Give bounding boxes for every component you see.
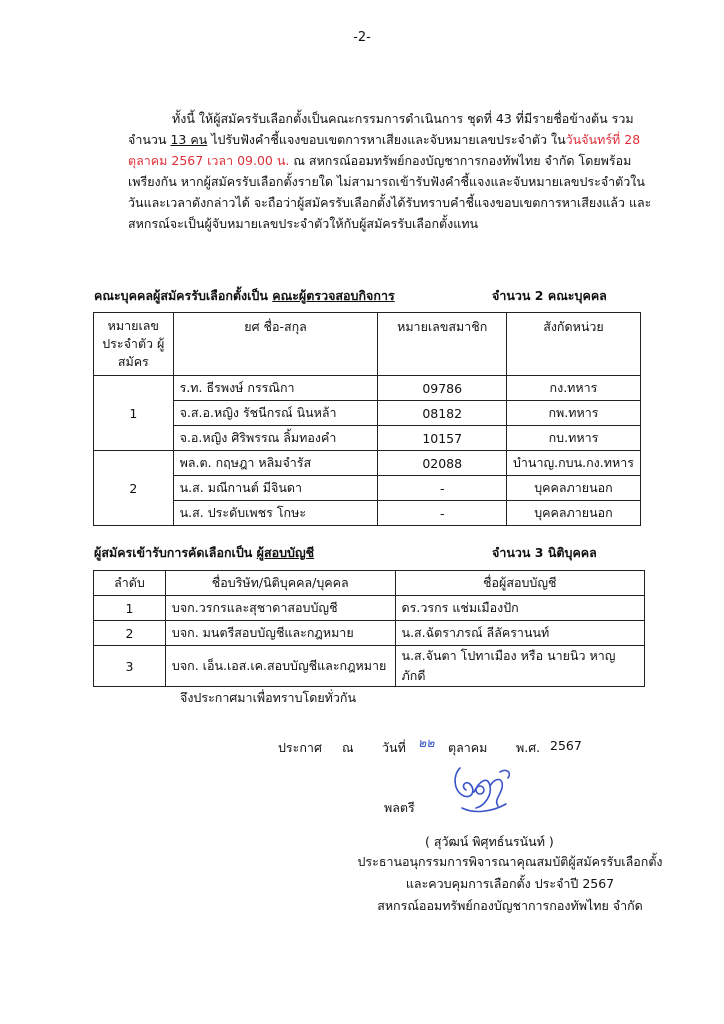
header-name: ยศ ชื่อ-สกุล <box>173 313 378 376</box>
member-number: 10157 <box>378 426 506 451</box>
section2-heading-prefix: ผู้สมัครเข้ารับการคัดเลือกเป็น <box>94 545 257 560</box>
paragraph-text-2: ไปรับฟังคำชี้แจงขอบเขตการหาเสียงและจับหมายเลขประจำตัว ใน <box>207 132 566 147</box>
signatory-title-line: สหกรณ์ออมทรัพย์กองบัญชาการกองทัพไทย จำกัด <box>377 898 643 913</box>
dateline-at: ณ <box>342 740 354 755</box>
member-unit: กพ.ทหาร <box>506 401 640 426</box>
row-order: 3 <box>94 646 166 687</box>
company-name: บจก. เอ็น.เอส.เค.สอบบัญชีและกฎหมาย <box>165 646 395 687</box>
member-unit: กบ.ทหาร <box>506 426 640 451</box>
section2-count: จำนวน 3 นิติบุคคล <box>492 545 597 560</box>
member-unit: กง.ทหาร <box>506 376 640 401</box>
table-row <box>94 501 641 526</box>
table-row <box>94 426 641 451</box>
table-row <box>94 476 641 501</box>
signatory-title-line: ประธานอนุกรรมการพิจารณาคุณสมบัติผู้สมัครรับเลือกตั้ง <box>357 854 663 869</box>
auditor-table <box>93 570 645 687</box>
auditor-name: น.ส.ฉัตราภรณ์ ลีลัครานนท์ <box>395 621 644 646</box>
section1-heading-prefix: คณะบุคคลผู้สมัครรับเลือกตั้งเป็น <box>94 288 273 303</box>
announcement-paragraph <box>128 108 658 234</box>
header-unit: สังกัดหน่วย <box>506 313 640 376</box>
member-number: 09786 <box>378 376 506 401</box>
header-company: ชื่อบริษัท/นิติบุคคล/บุคคล <box>165 571 395 596</box>
member-name: พล.ต. กฤษฎา หลิมจำรัส <box>173 451 378 476</box>
header-member-number: หมายเลขสมาชิก <box>378 313 506 376</box>
dateline-era: พ.ศ. <box>516 740 541 755</box>
member-number: 02088 <box>378 451 506 476</box>
row-order: 1 <box>94 596 166 621</box>
dateline-announced: ประกาศ <box>278 740 322 755</box>
candidate-count: 13 คน <box>170 132 208 147</box>
member-number: - <box>378 501 506 526</box>
dateline-year: 2567 <box>550 738 582 753</box>
member-name: จ.ส.อ.หญิง รัชนีกรณ์ นินหล้า <box>173 401 378 426</box>
table-row <box>94 646 645 687</box>
table-row <box>94 621 645 646</box>
member-name: จ.อ.หญิง ศิริพรรณ ลิ้มทองคำ <box>173 426 378 451</box>
paragraph-text-3: ณ สหกรณ์ออมทรัพย์กองบัญชาการกองทัพไทย จำกัด โดยพร้อมเพรียงกัน หากผู้สมัครรับเลือกตั้งรายใด ไม่สามารถเข้ารับฟังคำชี้แจงและจับหมายเลขประจำตัวในวันและเวลาดังกล่าวได้ จะถือว่าผู้สมัครรับเลือกตั้งได้รับทราบคำชี้แจงขอบเขตการหาเสียงแล้ว และสหกรณ์จะเป็นผู้จับหมายเลขประจำตัวให้กับผู้สมัครรับเลือกตั้งแทน <box>128 153 652 231</box>
section1-count: จำนวน 2 คณะบุคคล <box>492 288 607 303</box>
table-row <box>94 376 641 401</box>
header-candidate-number: หมายเลข ประจำตัว ผู้สมัคร <box>94 313 174 376</box>
closing-notice: จึงประกาศมาเพื่อทราบโดยทั่วกัน <box>180 690 357 705</box>
meeting-date: วันจันทร์ที่ 28 ตุลาคม 2567 เวลา 09.00 น. <box>128 132 641 168</box>
section2-heading <box>94 543 314 563</box>
group-number: 1 <box>94 376 174 451</box>
auditor-name: น.ส.จันตา โปทาเมือง หรือ นายนิว หาญภักดี <box>395 646 644 687</box>
member-name: น.ส. มณีกานต์ มีจินดา <box>173 476 378 501</box>
section1-heading-title: คณะผู้ตรวจสอบกิจการ <box>272 288 395 303</box>
signatory-name: ( สุวัฒน์ พิศุทธ์นรนันท์ ) <box>425 834 554 849</box>
auditor-team-table <box>93 312 641 526</box>
dateline-day: ๒๒ <box>418 735 435 750</box>
member-unit: บุคคลภายนอก <box>506 501 640 526</box>
table-row <box>94 401 641 426</box>
member-name: น.ส. ประดับเพชร โกษะ <box>173 501 378 526</box>
dateline-day-label: วันที่ <box>382 740 406 755</box>
table-row <box>94 451 641 476</box>
member-number: - <box>378 476 506 501</box>
company-name: บจก. มนตรีสอบบัญชีและกฎหมาย <box>165 621 395 646</box>
section2-heading-title: ผู้สอบบัญชี <box>256 545 315 560</box>
member-unit: บำนาญ.กบน.กง.ทหาร <box>506 451 640 476</box>
company-name: บจก.วรกรและสุชาดาสอบบัญชี <box>165 596 395 621</box>
signatory-title-line: และควบคุมการเลือกตั้ง ประจำปี 2567 <box>405 876 615 891</box>
paragraph-text-1: ทั้งนี้ ให้ผู้สมัครรับเลือกตั้งเป็นคณะกรรมการดำเนินการ ชุดที่ 43 ที่มีรายชื่อข้างต้น รวมจำนวน <box>128 111 634 147</box>
row-order: 2 <box>94 621 166 646</box>
member-unit: บุคคลภายนอก <box>506 476 640 501</box>
header-order: ลำดับ <box>94 571 166 596</box>
dateline-month: ตุลาคม <box>448 740 488 755</box>
table-header-row <box>94 571 645 596</box>
group-number: 2 <box>94 451 174 526</box>
signatory-rank: พลตรี <box>384 800 415 815</box>
section1-heading <box>94 286 395 306</box>
page-number: -2- <box>353 30 371 45</box>
auditor-name: ดร.วรกร แช่มเมืองปัก <box>395 596 644 621</box>
table-header-row <box>94 313 641 376</box>
member-number: 08182 <box>378 401 506 426</box>
handwritten-signature <box>440 762 520 818</box>
member-name: ร.ท. ธีรพงษ์ กรรณิกา <box>173 376 378 401</box>
table-row <box>94 596 645 621</box>
header-auditor: ชื่อผู้สอบบัญชี <box>395 571 644 596</box>
